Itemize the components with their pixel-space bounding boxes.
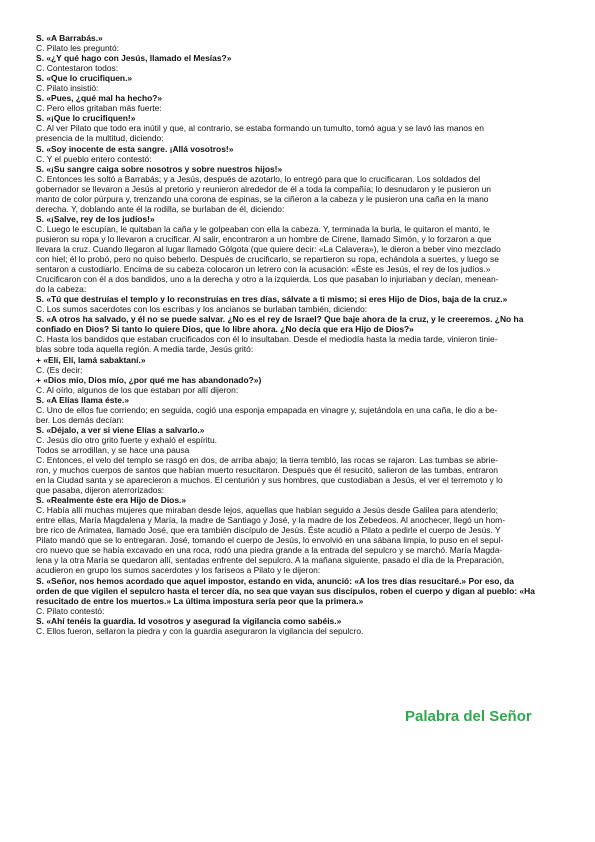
narration-line: C. Al oírlo, algunos de los que estaban por allí dijeron: (36, 384, 239, 395)
narration-line: acudieron en grupo los sumos sacerdotes y los fariseos a Pilato y le dijeron: (36, 565, 321, 576)
narration-line: C. Los sumos sacerdotes con los escribas y los ancianos se burlaban también, diciendo: (36, 304, 368, 315)
narration-line: C. (Es decir: (36, 364, 83, 375)
narration-line: con hiel; él lo probó, pero no quiso beberlo. Después de crucificarlo, se repartieron su ropa, echándola a suertes, y luego se (36, 254, 499, 265)
narration-line: Pilato mandó que se lo entregaran. José, tomando el cuerpo de Jesús, lo envolvió en una sábana limpia, lo puso en el sepul- (36, 535, 504, 546)
narration-line: C. Hasta los bandidos que estaban crucificados con él lo insultaban. Desde el mediodía hasta la media tarde, vinieron tinie- (36, 334, 498, 345)
narration-line: presencia de la multitud, diciendo: (36, 133, 164, 144)
narration-line: C. Pilato contestó: (36, 605, 105, 616)
spoken-line: S. «Que lo crucifiquen.» (36, 73, 133, 84)
narration-line: C. Entonces, el velo del templo se rasgó en dos, de arriba abajo; la tierra tembló, las rocas se rajaron. Las tumbas se abrie- (36, 454, 498, 465)
spoken-line: S. «Realmente éste era Hijo de Dios.» (36, 495, 187, 506)
narration-line: manto de color púrpura y, trenzando una corona de espinas, se la ciñeron a la cabeza y le pusieron una caña en la mano (36, 193, 489, 204)
narration-line: ber. Los demás decían: (36, 414, 124, 425)
gospel-reading-text (36, 33, 568, 636)
spoken-line: S. «Señor, nos hemos acordado que aquel impostor, estando en vida, anunció: «A los tres días resucitaré.» Por eso, da (36, 575, 514, 586)
narration-line: bre rico de Arimatea, llamado José, que era también discípulo de Jesús. Éste acudió a Pilato a pedirle el cuerpo de Jesús. Y (36, 525, 501, 536)
narration-line: C. Entonces les soltó a Barrabás; y a Jesús, después de azotarlo, lo entregó para que lo crucificaran. Los soldados del (36, 173, 481, 184)
narration-line: C. Pilato insistió: (36, 83, 99, 94)
narration-line: derecha. Y, doblando ante él la rodilla, se burlaban de él, diciendo: (36, 203, 285, 214)
spoken-line: resucitado de entre los muertos.» La última impostura sería peor que la primera.» (36, 595, 364, 606)
narration-line: C. Luego le escupían, le quitaban la caña y le golpeaban con ella la cabeza. Y, terminada la burla, le quitaron el manto, le (36, 223, 490, 234)
spoken-line: orden de que vigilen el sepulcro hasta el tercer día, no sea que vayan sus discípulos, roben el cuerpo y digan al pueblo: «Ha (36, 585, 535, 596)
spoken-line: S. «¿Y qué hago con Jesús, llamado el Mesías?» (36, 53, 232, 64)
narration-line: C. Y el pueblo entero contestó: (36, 153, 152, 164)
narration-line: do la cabeza: (36, 284, 87, 295)
spoken-line: S. «¡Salve, rey de los judíos!» (36, 213, 155, 224)
narration-line: C. Al ver Pilato que todo era inútil y que, al contrario, se estaba formando un tumulto, tomó agua y se lavó las manos en (36, 123, 484, 134)
narration-line: sentaron a custodiarlo. Encima de su cabeza colocaron un letrero con la acusación: «Éste es Jesús, el rey de los judíos.» (36, 264, 491, 275)
narration-line: lena y la otra María se quedaron allí, sentadas enfrente del sepulcro. A la mañana siguiente, pasado el día de la Preparación, (36, 555, 505, 566)
narration-line: que pasaba, dijeron aterrorizados: (36, 485, 165, 496)
spoken-line: S. «Tú que destruías el templo y lo reconstruías en tres días, sálvate a ti mismo; si eres Hijo de Dios, baja de la cruz.» (36, 294, 508, 305)
spoken-line: S. «A Elías llama éste.» (36, 394, 130, 405)
narration-line: C. Pilato les preguntó: (36, 43, 120, 54)
narration-line: gobernador se llevaron a Jesús al pretorio y reunieron alrededor de él a toda la compañía; lo desnudaron y le pusieron un (36, 183, 491, 194)
narration-line: C. Había allí muchas mujeres que miraban desde lejos, aquellas que habían seguido a Jesús desde Galilea para atenderlo; (36, 505, 499, 516)
narration-line: C. Ellos fueron, sellaron la piedra y con la guardia aseguraron la vigilancia del sepulcro. (36, 625, 364, 636)
narration-line: en la Ciudad santa y se aparecieron a muchos. El centurión y sus hombres, que custodiaban a Jesús, el ver el terremoto y lo (36, 475, 503, 486)
narration-line: blas sobre toda aquella región. A media tarde, Jesús gritó: (36, 344, 254, 355)
narration-line: ron, y muchos cuerpos de santos que habían muerto resucitaron. Después que él resucitó, salieron de las tumbas, entraron (36, 465, 498, 476)
spoken-line: S. «Soy inocente de esta sangre. ¡Allá vosotros!» (36, 143, 234, 154)
spoken-line: + «Dios mío, Dios mío, ¿por qué me has abandonado?») (36, 374, 262, 385)
narration-line: pusieron su ropa y lo llevaron a crucificar. Al salir, encontraron a un hombre de Cirene, llamado Simón, y lo forzaron a que (36, 233, 492, 244)
narration-line: llevara la cruz. Cuando llegaron al lugar llamado Gólgota (que quiere decir: «La Calavera»), le dieron a beber vino mezclado (36, 243, 501, 254)
closing-acclamation: Palabra del Señor (405, 708, 532, 725)
spoken-line: S. «Ahí tenéis la guardia. Id vosotros y asegurad la vigilancia como sabéis.» (36, 615, 342, 626)
spoken-line: confiado en Dios? Si tanto lo quiere Dios, que lo libre ahora. ¿No decía que era Hijo de Dios?» (36, 324, 414, 335)
spoken-line: S. «A Barrabás.» (36, 33, 103, 43)
spoken-line: + «Elí, Elí, lamá sabaktaní.» (36, 354, 146, 365)
spoken-line: S. «A otros ha salvado, y él no se puede salvar. ¿No es el rey de Israel? Que baje ahora de la cruz, y le creeremos. ¿No ha (36, 314, 524, 325)
spoken-line: S. «¡Que lo crucifiquen!» (36, 113, 136, 124)
narration-line: entre ellas, María Magdalena y María, la madre de Santiago y José, y la madre de los Zebedeos. Al anochecer, llegó un hom- (36, 515, 506, 526)
narration-line: cro nuevo que se había excavado en una roca, rodó una piedra grande a la entrada del sepulcro y se marchó. María Magda- (36, 545, 503, 556)
narration-line: C. Pero ellos gritaban más fuerte: (36, 103, 162, 114)
narration-line: C. Uno de ellos fue corriendo; en seguida, cogió una esponja empapada en vinagre y, sujetándola en una caña, le dio a be- (36, 404, 498, 415)
narration-line: Todos se arrodillan, y se hace una pausa (36, 444, 190, 455)
spoken-line: S. «Pues, ¿qué mal ha hecho?» (36, 93, 163, 104)
narration-line: Crucificaron con él a dos bandidos, uno a la derecha y otro a la izquierda. Los que pasaban lo injuriaban y decían, menean- (36, 274, 499, 285)
narration-line: C. Contestaron todos: (36, 63, 119, 74)
spoken-line: S. «¡Su sangre caiga sobre nosotros y sobre nuestros hijos!» (36, 163, 283, 174)
narration-line: C. Jesús dio otro grito fuerte y exhaló el espíritu. (36, 434, 218, 445)
spoken-line: S. «Déjalo, a ver si viene Elías a salvarlo.» (36, 424, 205, 435)
